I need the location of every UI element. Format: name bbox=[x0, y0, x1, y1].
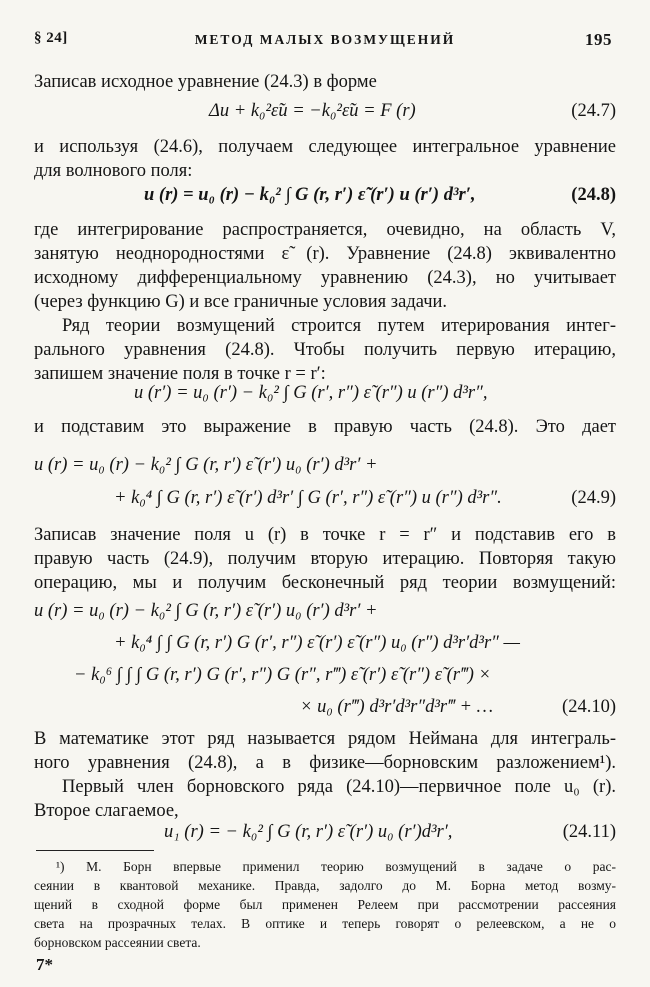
text-line: В математике этот ряд называется рядом Неймана для интеграль- bbox=[34, 729, 616, 749]
text-line: занятую неоднородностями ε̃ (r). Уравнение (24.8) эквивалентно bbox=[34, 244, 616, 264]
text-line: и используя (24.6), получаем следующее интегральное уравнение bbox=[34, 137, 616, 157]
text-line: правую часть (24.9), получим вторую итерацию. Повторяя такую bbox=[34, 549, 616, 569]
equation-24-11: u₁ (r) = − k₀² ∫ G (r, r′) ε̃ (r′) u₀ (r′)d³r′, (24.11) bbox=[164, 822, 616, 842]
text-line: Записав значение поля u (r) в точке r = r″ и подставив его в bbox=[34, 525, 616, 545]
equation-24-10-line4: × u₀ (r‴) d³r′d³r″d³r‴ + … (24.10) bbox=[300, 697, 616, 717]
text-line: Ряд теории возмущений строится путем итерирования интег- bbox=[62, 316, 616, 336]
equation-24-7: Δu + k₀²ε̃u = −k₀²ε̃u = F (r) (24.7) bbox=[209, 101, 616, 121]
text-line: исходному дифференциальному уравнению (24.3), но учитывает bbox=[34, 268, 616, 288]
text-line: (через функцию G) и все граничные условия задачи. bbox=[34, 292, 448, 312]
footnote-line: света на прозрачных телах. В оптике и теперь говорят о релеевском, а не о bbox=[34, 916, 616, 931]
equation-24-10-line3: − k₀⁶ ∫ ∫ ∫ G (r, r′) G (r′, r″) G (r″, r‴) ε̃ (r′) ε̃ (r″) ε̃ (r‴) × bbox=[74, 665, 492, 685]
equation-24-8: u (r) = u₀ (r) − k₀² ∫ G (r, r′) ε̃ (r′) u (r′) d³r′, (24.8) bbox=[144, 185, 616, 205]
text-line: запишем значение поля в точке r = r′: bbox=[34, 364, 326, 384]
equation-24-10-line2: + k₀⁴ ∫ ∫ G (r, r′) G (r′, r″) ε̃ (r′) ε̃ (r″) u₀ (r″) d³r′d³r″ — bbox=[114, 633, 520, 653]
text-line: и подставим это выражение в правую часть (24.8). Это дает bbox=[34, 417, 616, 437]
text-line: Записав исходное уравнение (24.3) в форме bbox=[34, 72, 377, 92]
text-line: рального уравнения (24.8). Чтобы получить первую итерацию, bbox=[34, 340, 616, 360]
text-line: для волнового поля: bbox=[34, 161, 193, 181]
equation-iteration: u (r′) = u₀ (r′) − k₀² ∫ G (r′, r″) ε̃ (r″) u (r″) d³r″, bbox=[134, 383, 488, 403]
equation-24-9-line1: u (r) = u₀ (r) − k₀² ∫ G (r, r′) ε̃ (r′) u₀ (r′) d³r′ + bbox=[34, 455, 378, 475]
footnote-line: ¹) М. Борн впервые применил теорию возмущений в задаче о рас- bbox=[56, 859, 616, 874]
section-marker: § 24] bbox=[34, 30, 68, 46]
page-number: 195 bbox=[585, 30, 612, 49]
footnote-line: щений в сходной форме был применен Релеем при рассмотрении рассеяния bbox=[34, 897, 616, 912]
footnote-line: борновском рассеянии света. bbox=[34, 935, 201, 950]
footnote-divider bbox=[36, 850, 154, 851]
text-line: где интегрирование распространяется, очевидно, на область V, bbox=[34, 220, 616, 240]
text-line: Первый член борновского ряда (24.10)—первичное поле u₀ (r). bbox=[62, 777, 616, 797]
text-line: операцию, мы и получим бесконечный ряд теории возмущений: bbox=[34, 573, 616, 593]
equation-24-10-line1: u (r) = u₀ (r) − k₀² ∫ G (r, r′) ε̃ (r′) u₀ (r′) d³r′ + bbox=[34, 601, 378, 621]
equation-24-9-line2: + k₀⁴ ∫ G (r, r′) ε̃ (r′) d³r′ ∫ G (r′, r″) ε̃ (r″) u (r″) d³r″. (24.9) bbox=[114, 488, 616, 508]
footnote-line: сеянии в квантовой механике. Правда, задолго до М. Борна метод возму- bbox=[34, 878, 616, 893]
text-line: ного уравнения (24.8), а в физике—борновским разложением¹). bbox=[34, 753, 616, 773]
text-line: Второе слагаемое, bbox=[34, 801, 179, 821]
running-title: МЕТОД МАЛЫХ ВОЗМУЩЕНИЙ bbox=[194, 32, 456, 47]
signature-mark: 7* bbox=[36, 955, 53, 974]
